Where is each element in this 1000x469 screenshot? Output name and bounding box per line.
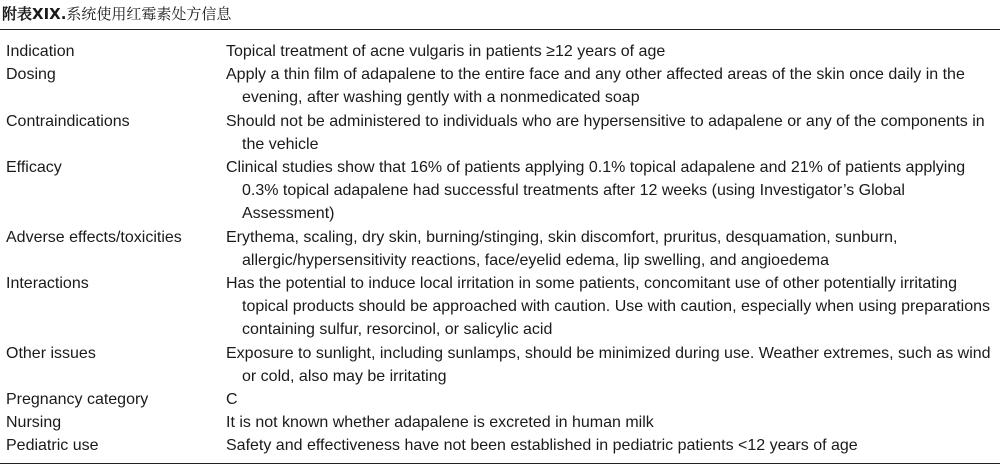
row-label: Pregnancy category (6, 391, 149, 409)
row-label: Other issues (6, 344, 96, 362)
row-label: Contraindications (6, 112, 130, 130)
table-row-other-issues (0, 342, 1000, 388)
table-row-dosing (0, 63, 1000, 109)
row-label: Dosing (6, 66, 56, 84)
table-caption-prefix: 附表XIX. (2, 5, 67, 23)
row-label: Interactions (6, 275, 89, 293)
table-bottom-rule (0, 463, 1000, 464)
row-value: Safety and effectiveness have not been established in pediatric patients <12 years of age (226, 437, 858, 455)
row-value: Erythema, scaling, dry skin, burning/stinging, skin discomfort, pruritus, desquamation, sunburn, allergic/hypersensitivity reactions, face/eyelid edema, lip swelling, and angioedema (226, 228, 898, 269)
table-caption-text: 系统使用红霉素处方信息 (66, 5, 232, 23)
row-label: Indication (6, 43, 75, 60)
row-value: Clinical studies show that 16% of patients applying 0.1% topical adapalene and 21% of patients applying 0.3% topical adapalene had successful treatments after 12 weeks (using Investigator’s Global Assessment) (226, 159, 966, 223)
row-value: C (226, 391, 238, 409)
table-row-pediatric-use (0, 434, 1000, 457)
table-top-rule (0, 29, 1000, 30)
table-row-interactions (0, 272, 1000, 342)
row-value: Should not be administered to individuals who are hypersensitive to adapalene or any of the components in the vehicle (226, 112, 985, 153)
row-label: Nursing (6, 414, 62, 432)
table-row-contraindications (0, 110, 1000, 156)
table-caption (2, 4, 231, 24)
table-row-pregnancy-category (0, 388, 1000, 411)
row-value: Exposure to sunlight, including sunlamps, should be minimized during use. Weather extremes, such as wind or cold, also may be irritating (226, 344, 991, 385)
row-value: Topical treatment of acne vulgaris in patients ≥12 years of age (226, 43, 666, 60)
table-row-efficacy (0, 156, 1000, 226)
row-label: Efficacy (6, 159, 62, 177)
table-row-adverse-effects (0, 226, 1000, 272)
row-value: Apply a thin film of adapalene to the entire face and any other affected areas of the skin once daily in the evening, after washing gently with a nonmedicated soap (226, 66, 965, 107)
row-value: It is not known whether adapalene is excreted in human milk (226, 414, 654, 432)
table-row-nursing (0, 411, 1000, 434)
row-label: Adverse effects/toxicities (6, 228, 182, 246)
table-row-indication (0, 40, 1000, 63)
row-label: Pediatric use (6, 437, 99, 455)
row-value: Has the potential to induce local irritation in some patients, concomitant use of other potentially irritating topical products should be approached with caution. Use with caution, especially when using preparations containing sulfur, resorcinol, or salicylic acid (226, 275, 991, 339)
prescribing-info-table (0, 40, 1000, 458)
